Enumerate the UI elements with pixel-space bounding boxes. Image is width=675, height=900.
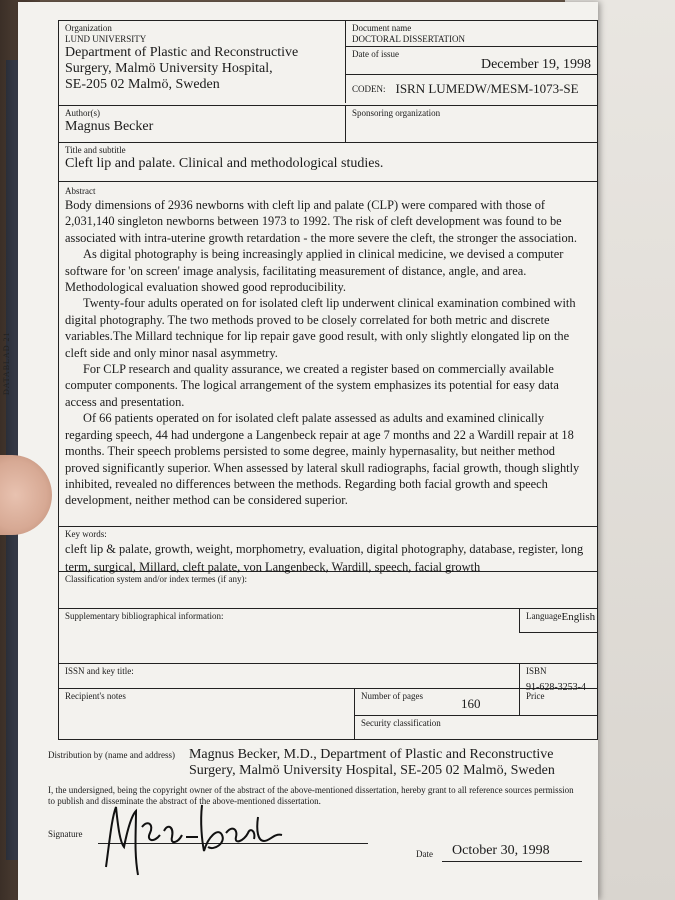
title-cell: [59, 143, 597, 181]
side-text: DATABLAD 21: [2, 331, 11, 395]
recipient-label: Recipient's notes: [65, 691, 126, 701]
distribution-section: [48, 747, 588, 875]
distribution-line2: Surgery, Malmö University Hospital, SE-205 02 Malmö, Sweden: [188, 763, 555, 778]
sponsoring-cell: [345, 106, 597, 142]
signature-label: Signature: [48, 829, 83, 839]
pages-price-security-cell: [354, 689, 597, 739]
data-sheet-form: [58, 20, 598, 740]
date-line: [442, 861, 582, 862]
abstract-paragraph-4: For CLP research and quality assurance, we created a register based on commercially available computer components. The logical arrangement of the system emphasizes its potential for easy data access and presentation.: [65, 362, 559, 409]
authors-label: Author(s): [65, 108, 100, 118]
sponsoring-label: Sponsoring organization: [352, 108, 441, 118]
organization-university: LUND UNIVERSITY: [65, 34, 147, 44]
document-name-value: DOCTORAL DISSERTATION: [352, 34, 465, 44]
isbn-cell: [519, 664, 597, 693]
document-name-label: Document name: [352, 23, 412, 33]
language-value: English: [561, 611, 596, 623]
isbn-label: ISBN: [526, 666, 547, 676]
date-label: Date: [416, 849, 433, 859]
abstract-cell: [59, 182, 597, 526]
abstract-paragraph-3: Twenty-four adults operated on for isolated cleft lip underwent clinical examination combined with digital photography. The two methods proved to be closely correlated for both metric and discrete variables.The Millard technique for lip repair gave good result, with only slightly elongated lip on the cleft side and only minor nasal asymmetry.: [65, 296, 576, 360]
supplementary-label: Supplementary bibliographical information:: [65, 611, 224, 621]
recipient-cell: [59, 689, 354, 739]
language-label: Language: [526, 611, 562, 621]
price-label: Price: [526, 691, 545, 701]
document-page: [18, 2, 598, 900]
price-cell: [519, 689, 597, 715]
organization-line1: Department of Plastic and Reconstructive: [65, 45, 299, 60]
organization-cell: [59, 21, 345, 105]
pages-value: 160: [461, 696, 481, 711]
abstract-paragraph-5: Of 66 patients operated on for isolated cleft palate assessed as adults and examined clinically regarding speech, 44 had undergone a Langenbeck repair at age 7 months and 22 a Wardill repair at 18 months. Their speech problems persisted to some degree, mainly hypernasality, but neither method proved significantly superior. When assessed by lateral skull radiographs, facial growth, though slightly inhibited, revealed no differences between the methods. Regarding both facial growth and speech development, neither method can be considered superior.: [65, 411, 580, 508]
issn-label: ISSN and key title:: [65, 666, 134, 676]
pages-label: Number of pages: [361, 691, 423, 701]
authors-value: Magnus Becker: [65, 119, 154, 134]
date-value: October 30, 1998: [452, 843, 550, 858]
organization-line3: SE-205 02 Malmö, Sweden: [65, 77, 220, 92]
organization-label: Organization: [65, 23, 112, 33]
classification-cell: [59, 572, 597, 608]
language-cell: [519, 609, 597, 633]
distribution-label: Distribution by (name and address): [48, 750, 175, 760]
date-of-issue-value: December 19, 1998: [480, 57, 591, 72]
pages-cell: [355, 689, 519, 715]
security-label: Security classification: [361, 718, 441, 728]
title-value: Cleft lip and palate. Clinical and methodological studies.: [65, 156, 384, 171]
supplementary-cell: [59, 609, 519, 663]
keywords-value: cleft lip & palate, growth, weight, morphometry, evaluation, digital photography, database, register, long term, surgical, Millard, cleft palate, von Langenbeck, Wardill, speech, facial growth: [65, 542, 584, 574]
distribution-line1: Magnus Becker, M.D., Department of Plastic and Reconstructive: [188, 747, 554, 762]
isbn-value: 91-628-3253-4: [526, 682, 586, 693]
security-cell: [355, 716, 597, 731]
classification-label: Classification system and/or index termes (if any):: [65, 574, 247, 584]
organization-line2: Surgery, Malmö University Hospital,: [65, 61, 273, 76]
authors-cell: [59, 106, 345, 142]
abstract-label: Abstract: [65, 186, 96, 196]
issn-cell: [59, 664, 519, 688]
abstract-paragraph-2: As digital photography is being increasingly applied in clinical medicine, we devised a computer software for 'on screen' image analysis, facilitating measurement of distance, angle, and area. Methodological evaluation showed good reproducibility.: [65, 247, 564, 295]
date-of-issue-label: Date of issue: [352, 49, 399, 59]
keywords-label: Key words:: [65, 529, 107, 539]
handwritten-signature: [98, 797, 288, 879]
title-label: Title and subtitle: [65, 145, 126, 155]
document-info-cell: [345, 21, 597, 105]
abstract-paragraph-1: Body dimensions of 2936 newborns with cleft lip and palate (CLP) were compared with those of 2,031,140 singleton newborns between 1973 to 1992. The risk of cleft development was found to be associated with intra-uterine growth retardation - the more severe the cleft, the stronger the association.: [65, 198, 577, 245]
coden-label: CODEN:: [352, 83, 386, 94]
coden-value: ISRN LUMEDW/MESM-1073-SE: [395, 81, 579, 96]
keywords-cell: [59, 527, 597, 574]
copyright-statement: I, the undersigned, being the copyright owner of the abstract of the above-mentioned dissertation, hereby grant to all reference sources permission to publish and disseminate the abstract of the above-mentioned dissertation.: [48, 785, 574, 806]
